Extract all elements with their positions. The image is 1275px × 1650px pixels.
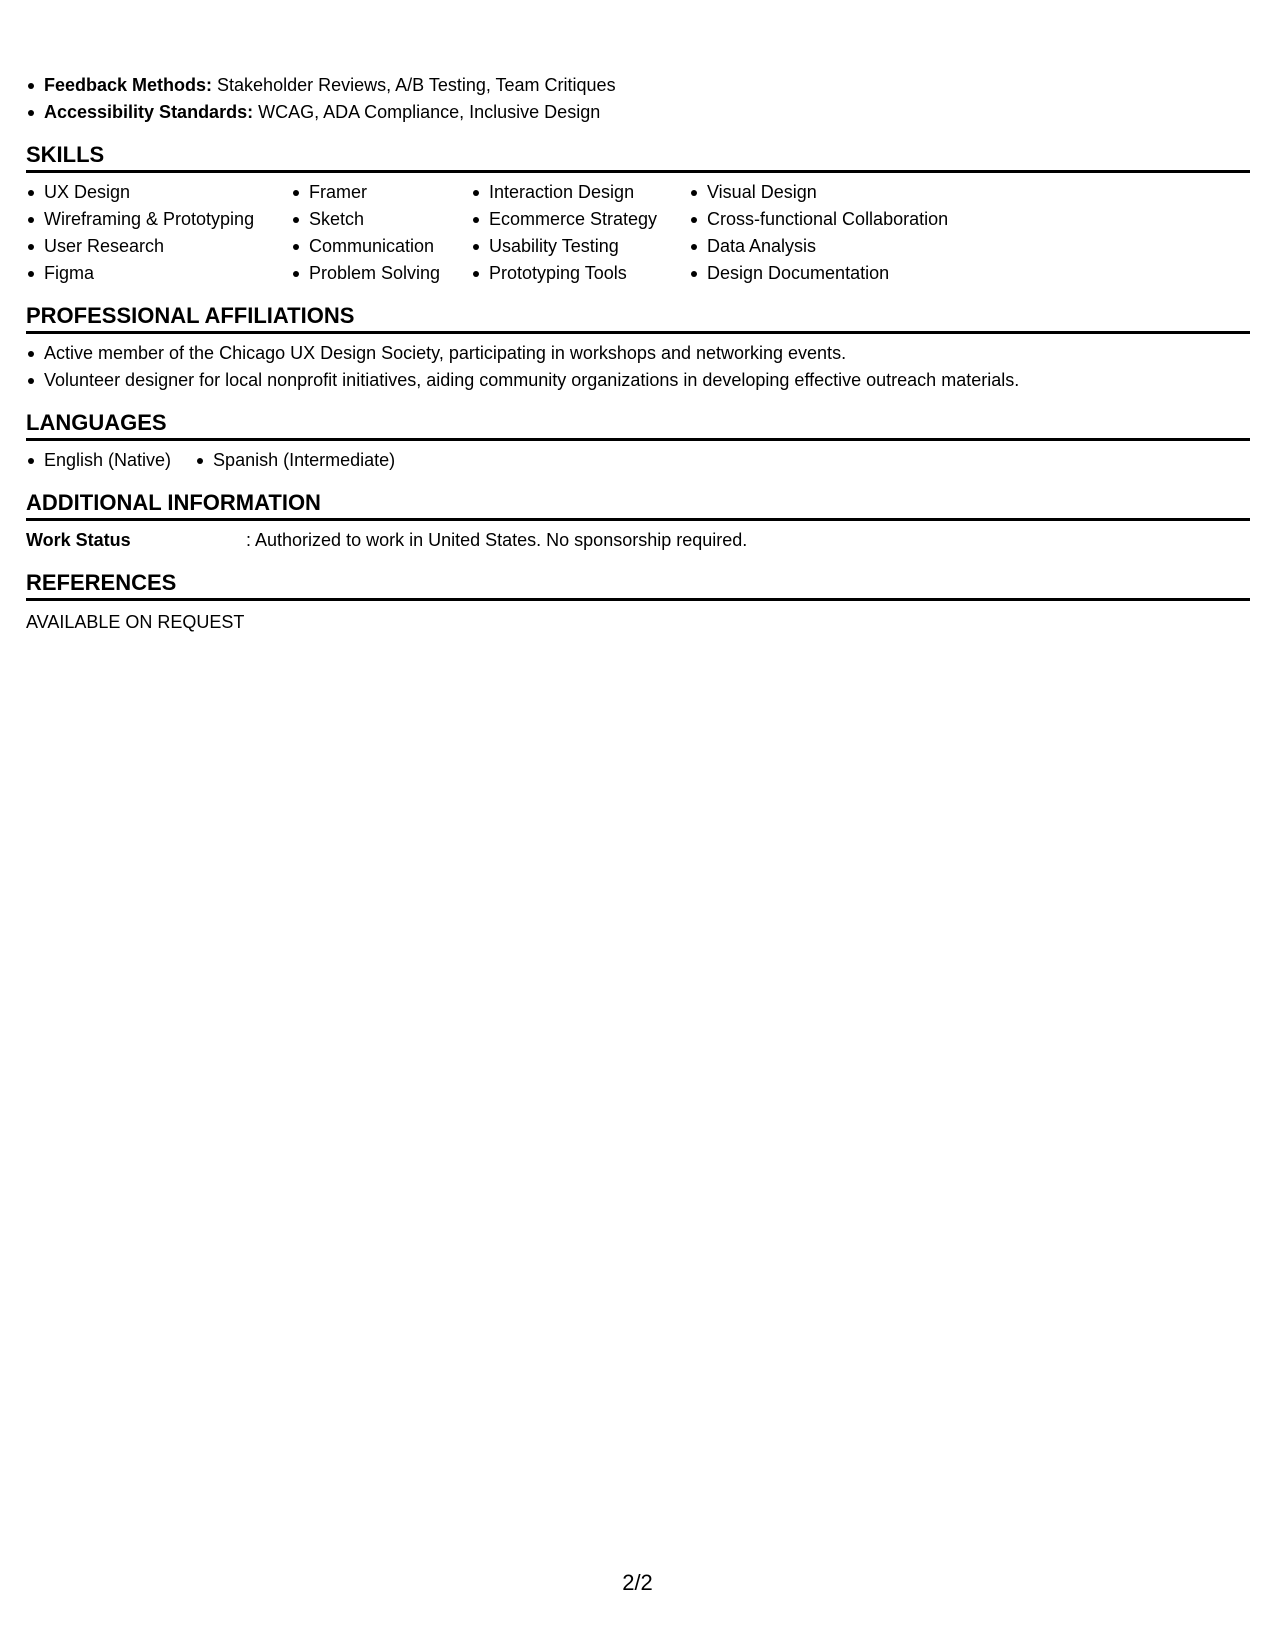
section-title: LANGUAGES xyxy=(26,410,1250,441)
skill-item: Problem Solving xyxy=(291,260,471,287)
skill-item: Visual Design xyxy=(689,179,989,206)
section-title: SKILLS xyxy=(26,142,1250,173)
work-status-value: : Authorized to work in United States. No sponsorship required. xyxy=(246,530,748,550)
skill-item: Data Analysis xyxy=(689,233,989,260)
skill-item: User Research xyxy=(26,233,291,260)
skill-item: Figma xyxy=(26,260,291,287)
languages-list xyxy=(26,447,1250,474)
skills-section xyxy=(26,142,1250,287)
skill-item: Communication xyxy=(291,233,471,260)
item-lead: Feedback Methods: xyxy=(44,75,213,95)
item-text: WCAG, ADA Compliance, Inclusive Design xyxy=(253,102,601,122)
list-item xyxy=(26,72,1250,99)
skill-item: UX Design xyxy=(26,179,291,206)
references-section xyxy=(26,570,1250,636)
section-title: PROFESSIONAL AFFILIATIONS xyxy=(26,303,1250,334)
affiliation-item: Active member of the Chicago UX Design Society, participating in workshops and networking events. xyxy=(26,340,1250,367)
list-item xyxy=(26,99,1250,126)
skill-item: Framer xyxy=(291,179,471,206)
affiliations-section xyxy=(26,303,1250,394)
skills-grid xyxy=(26,179,1250,287)
resume-page xyxy=(26,72,1250,636)
skill-item: Cross-functional Collaboration xyxy=(689,206,989,233)
skill-item: Usability Testing xyxy=(471,233,689,260)
skills-column xyxy=(689,179,989,287)
item-text: Stakeholder Reviews, A/B Testing, Team Critiques xyxy=(212,75,616,95)
skill-item: Interaction Design xyxy=(471,179,689,206)
affiliations-list xyxy=(26,340,1250,394)
additional-info-section xyxy=(26,490,1250,554)
affiliation-item: Volunteer designer for local nonprofit initiatives, aiding community organizations in developing effective outreach materials. xyxy=(26,367,1250,394)
skills-column xyxy=(26,179,291,287)
language-item: English (Native) xyxy=(26,447,171,474)
skill-item: Wireframing & Prototyping xyxy=(26,206,291,233)
skills-column xyxy=(471,179,689,287)
skill-item: Sketch xyxy=(291,206,471,233)
section-title: ADDITIONAL INFORMATION xyxy=(26,490,1250,521)
work-status-label: Work Status xyxy=(26,530,131,550)
skill-item: Design Documentation xyxy=(689,260,989,287)
top-bullet-list xyxy=(26,72,1250,126)
skills-column xyxy=(291,179,471,287)
skill-item: Ecommerce Strategy xyxy=(471,206,689,233)
item-lead: Accessibility Standards: xyxy=(44,102,254,122)
page-number: 2/2 xyxy=(622,1570,653,1595)
section-title: REFERENCES xyxy=(26,570,1250,601)
skill-item: Prototyping Tools xyxy=(471,260,689,287)
references-text: AVAILABLE ON REQUEST xyxy=(26,612,245,632)
work-status-row xyxy=(26,527,1250,554)
languages-section xyxy=(26,410,1250,474)
language-item: Spanish (Intermediate) xyxy=(195,447,395,474)
